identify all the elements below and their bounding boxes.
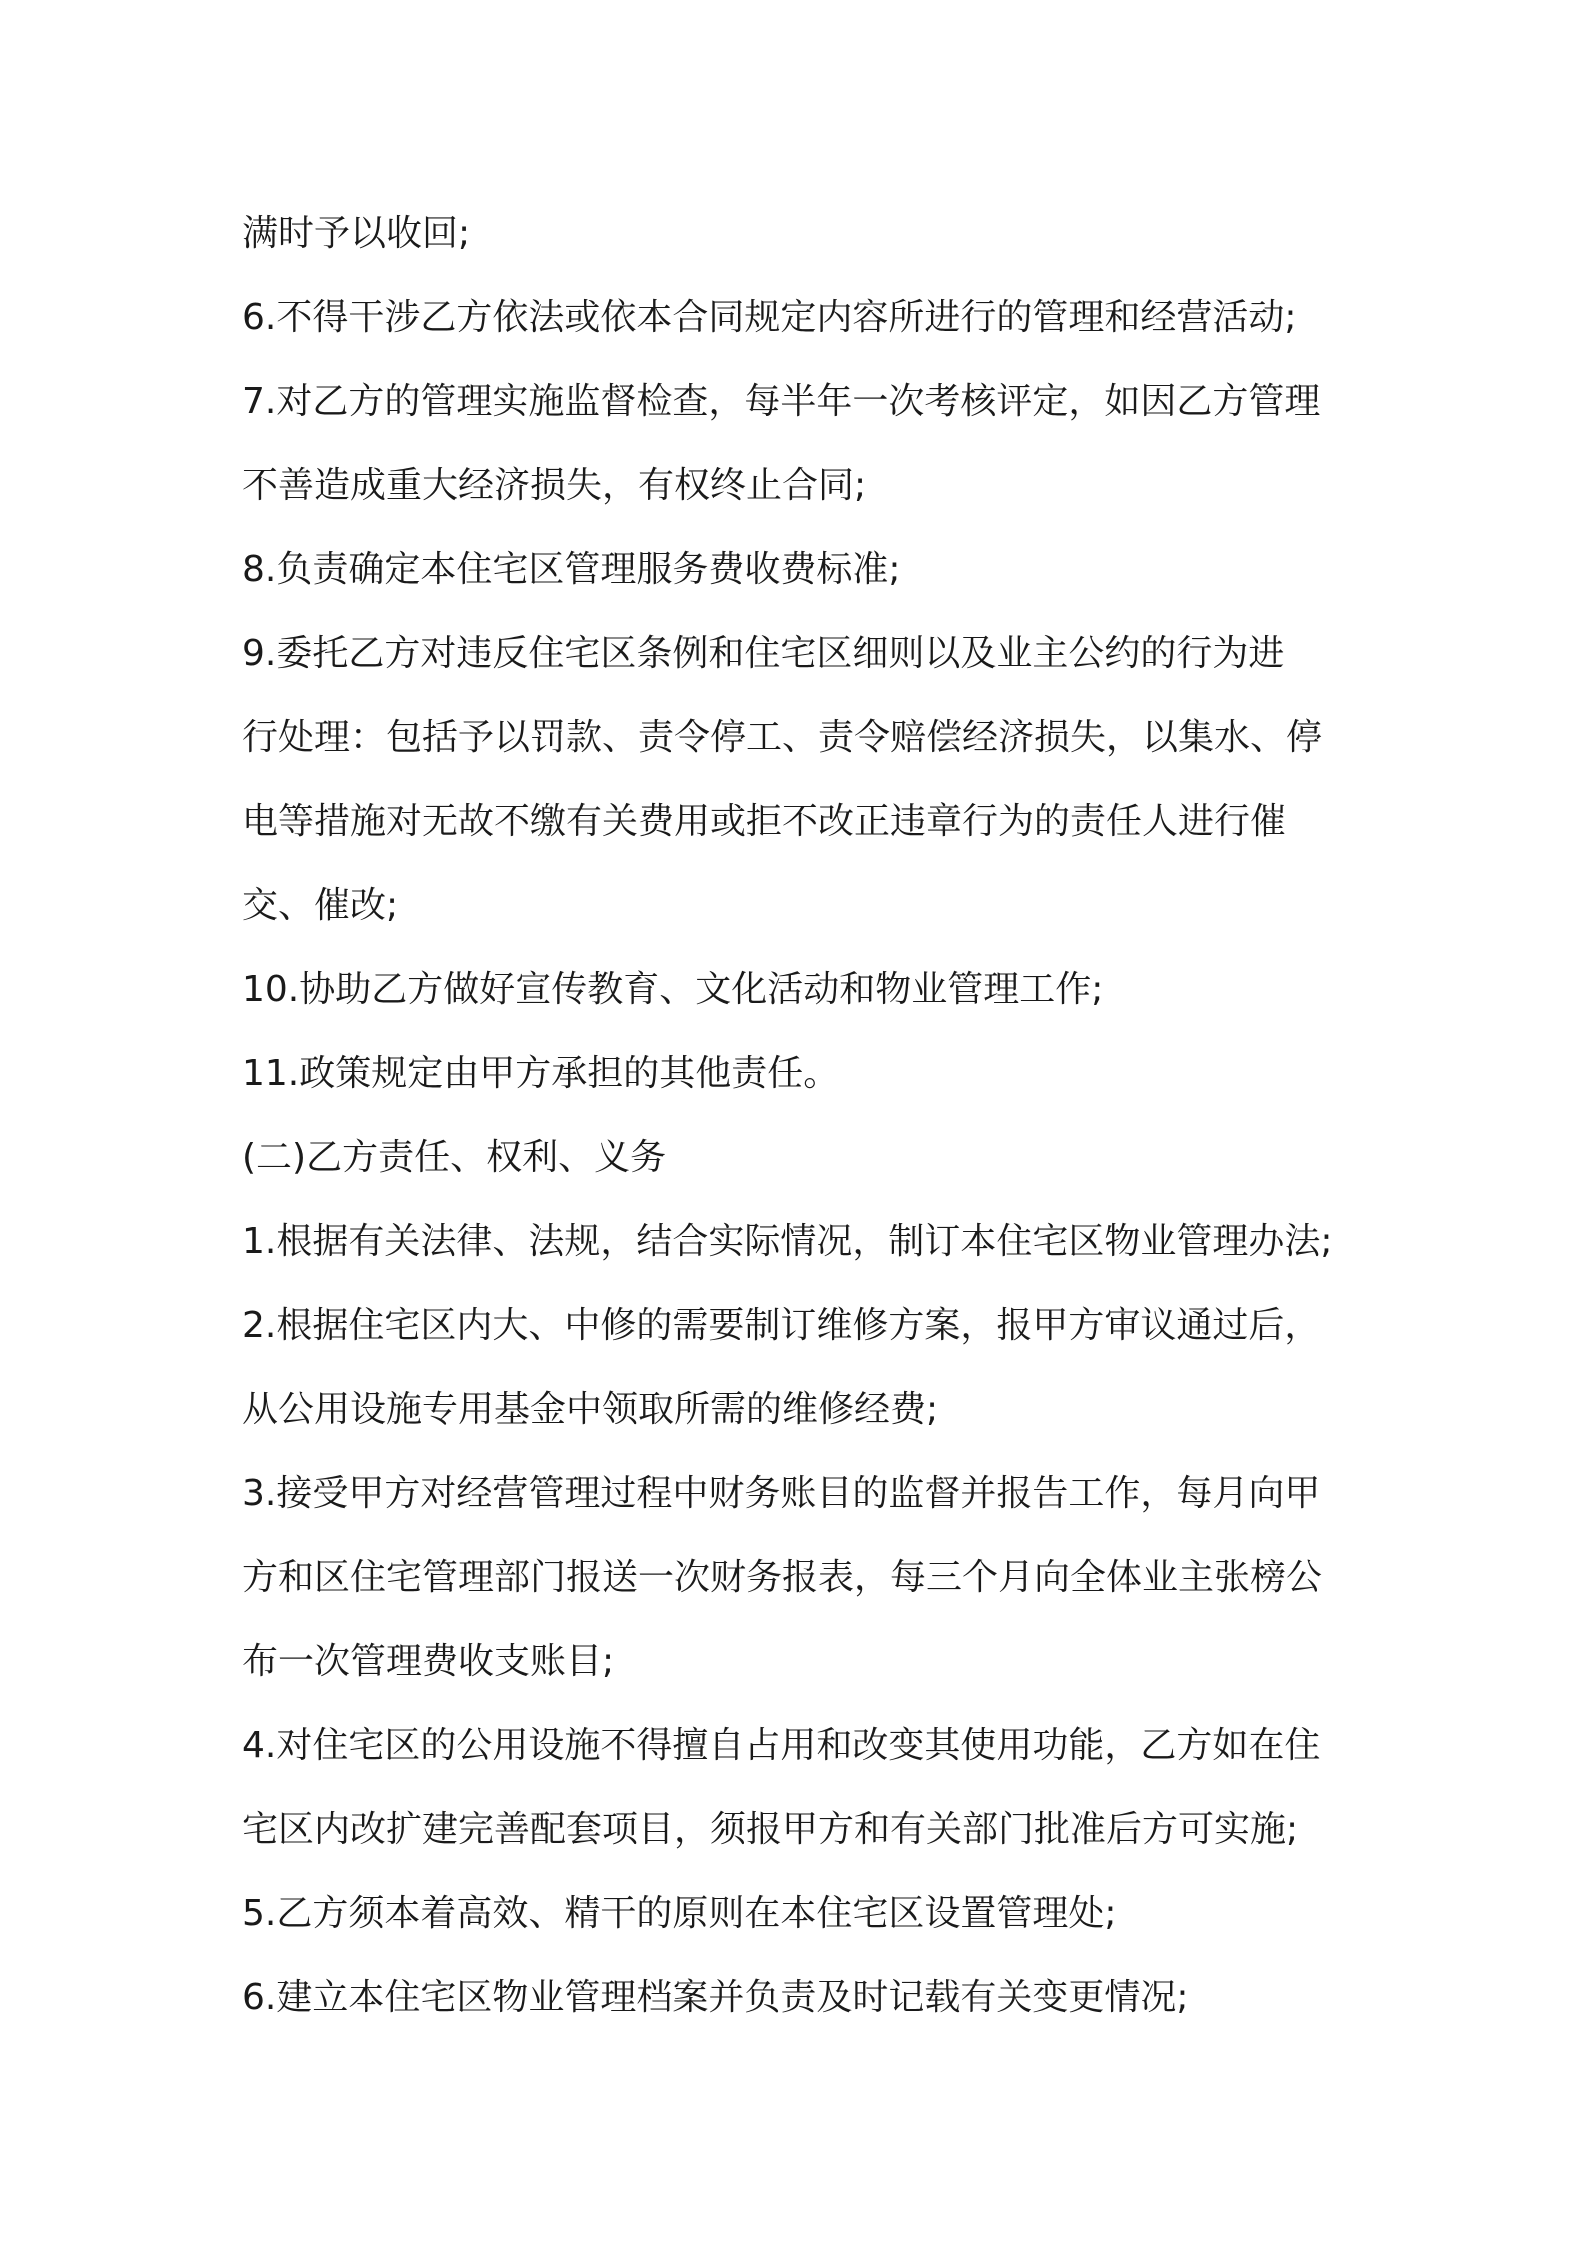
text-line: 满时予以收回; [242, 213, 471, 254]
text-line: 6.建立本住宅区物业管理档案并负责及时记载有关变更情况; [242, 1977, 1189, 2018]
text-line: 方和区住宅管理部门报送一次财务报表，每三个月向全体业主张榜公 [242, 1557, 1323, 1598]
text-line: 8.负责确定本住宅区管理服务费收费标准; [242, 549, 901, 590]
text-line: 11.政策规定由甲方承担的其他责任。 [242, 1053, 840, 1094]
text-line: 5.乙方须本着高效、精干的原则在本住宅区设置管理处; [242, 1893, 1117, 1934]
text-line: 宅区内改扩建完善配套项目，须报甲方和有关部门批准后方可实施; [242, 1809, 1299, 1850]
text-line: 2.根据住宅区内大、中修的需要制订维修方案，报甲方审议通过后， [242, 1305, 1321, 1346]
text-line: 3.接受甲方对经营管理过程中财务账目的监督并报告工作，每月向甲 [242, 1473, 1321, 1514]
text-line: 1.根据有关法律、法规，结合实际情况，制订本住宅区物业管理办法; [242, 1221, 1333, 1262]
text-line: 10.协助乙方做好宣传教育、文化活动和物业管理工作; [242, 969, 1104, 1010]
text-line: 行处理：包括予以罚款、责令停工、责令赔偿经济损失，以集水、停 [242, 717, 1323, 758]
text-line: 交、催改; [242, 885, 399, 926]
text-line: 电等措施对无故不缴有关费用或拒不改正违章行为的责任人进行催 [242, 801, 1287, 842]
text-line: 6.不得干涉乙方依法或依本合同规定内容所进行的管理和经营活动; [242, 297, 1297, 338]
text-line: 9.委托乙方对违反住宅区条例和住宅区细则以及业主公约的行为进 [242, 633, 1285, 674]
text-line: 布一次管理费收支账目; [242, 1641, 615, 1682]
text-line: 7.对乙方的管理实施监督检查，每半年一次考核评定，如因乙方管理 [242, 381, 1321, 422]
section-heading: (二)乙方责任、权利、义务 [242, 1137, 667, 1178]
text-line: 从公用设施专用基金中领取所需的维修经费; [242, 1389, 939, 1430]
document-body [242, 192, 1362, 2040]
text-line: 不善造成重大经济损失，有权终止合同; [242, 465, 867, 506]
text-line: 4.对住宅区的公用设施不得擅自占用和改变其使用功能，乙方如在住 [242, 1725, 1321, 1766]
